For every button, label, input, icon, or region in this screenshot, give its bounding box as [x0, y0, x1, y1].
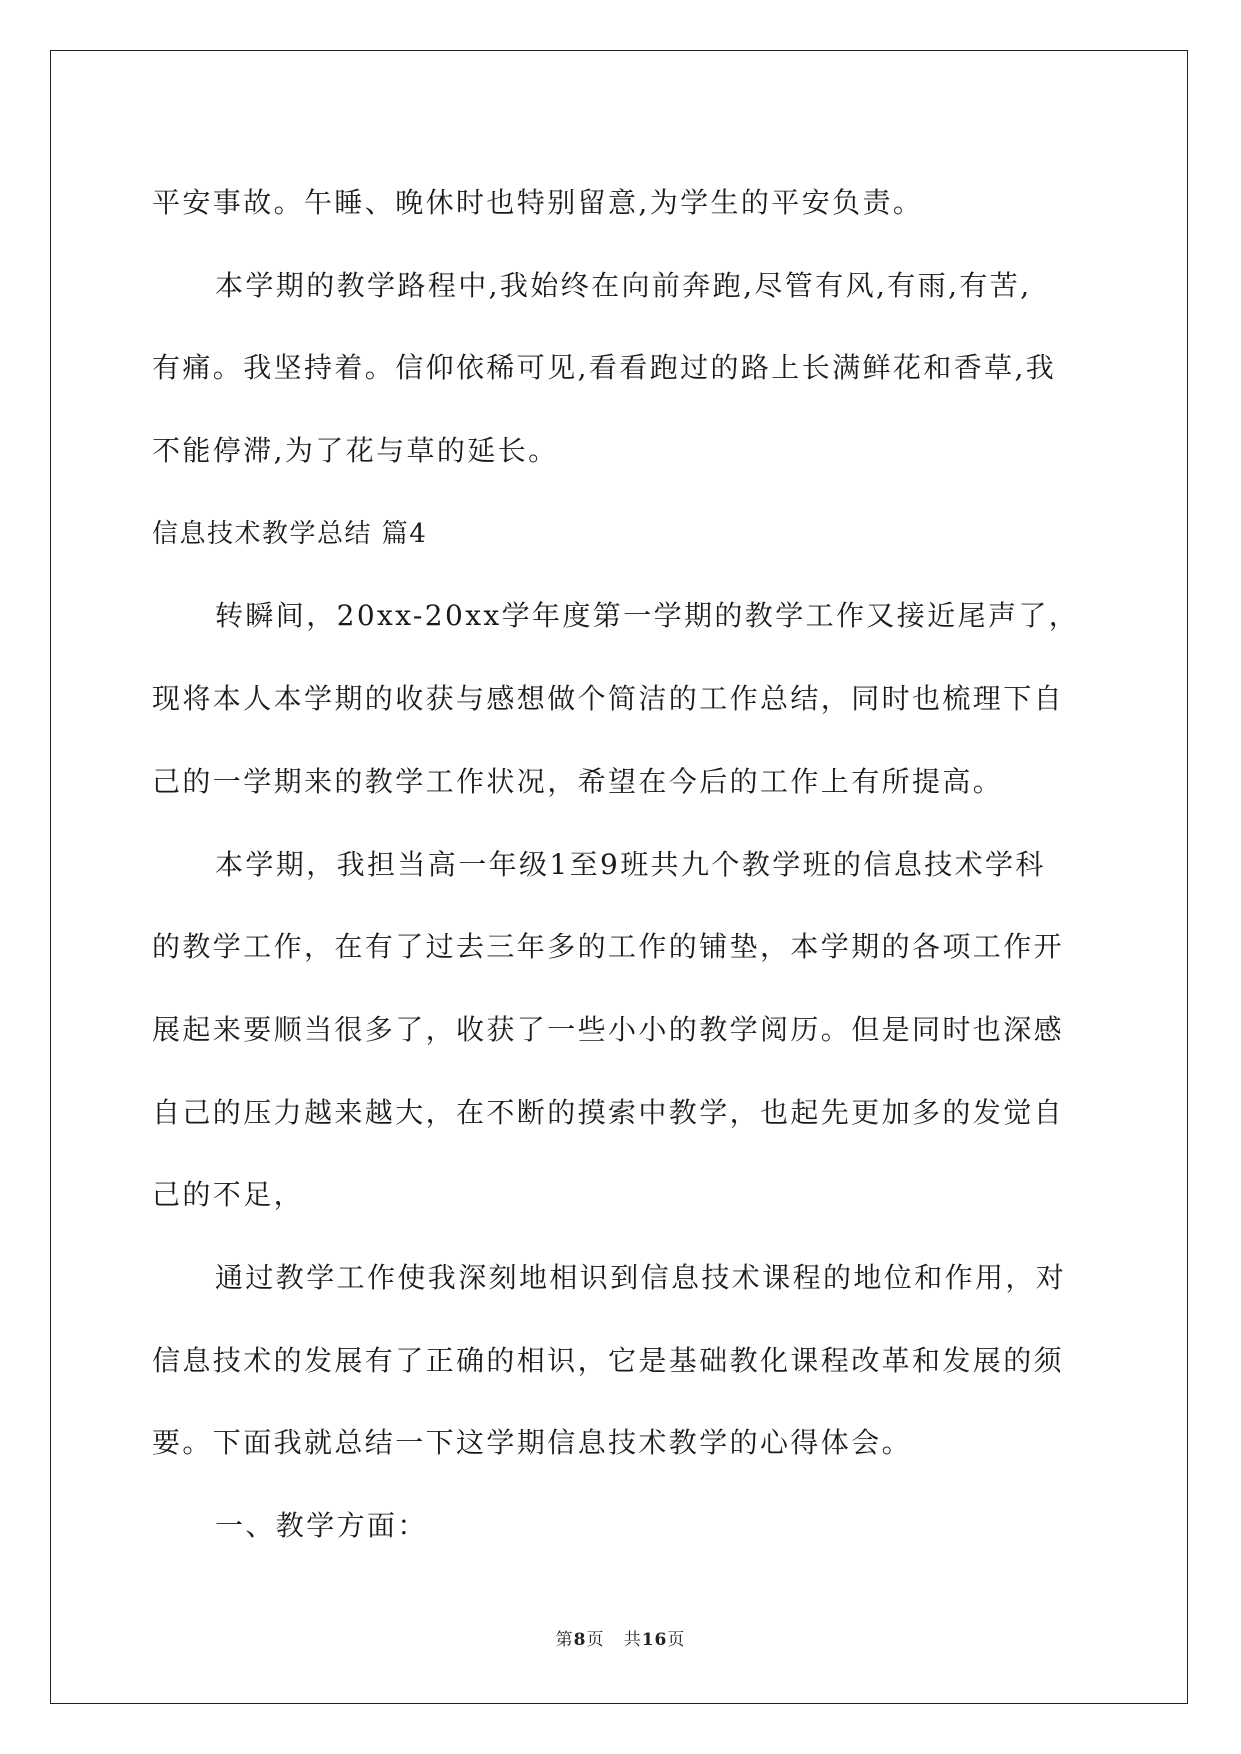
text-line: 己的一学期来的教学工作状况，希望在今后的工作上有所提高。	[152, 764, 1004, 798]
text-line: 本学期，我担当高一年级1至9班共九个教学班的信息技术学科	[215, 847, 1046, 881]
text-line: 信息技术的发展有了正确的相识，它是基础教化课程改革和发展的须	[152, 1343, 1065, 1377]
text-line: 的教学工作，在有了过去三年多的工作的铺垫，本学期的各项工作开	[152, 930, 1065, 964]
document-body	[152, 162, 1088, 1568]
text-line: 通过教学工作使我深刻地相识到信息技术课程的地位和作用，对	[215, 1260, 1067, 1294]
text-line: 己的不足，	[152, 1178, 305, 1212]
total-suffix: 页	[667, 1630, 686, 1650]
text-line: 不能停滞,为了花与草的延长。	[152, 434, 559, 468]
page-prefix: 第	[555, 1630, 574, 1650]
total-prefix: 共	[623, 1630, 642, 1650]
text-line: 要。下面我就总结一下这学期信息技术教学的心得体会。	[152, 1426, 913, 1460]
page-footer	[0, 1625, 1241, 1650]
text-line: 自己的压力越来越大，在不断的摸索中教学，也起先更加多的发觉自	[152, 1095, 1065, 1129]
total-pages: 16	[641, 1630, 668, 1650]
text-line: 本学期的教学路程中,我始终在向前奔跑,尽管有风,有雨,有苦,	[215, 268, 1032, 302]
section-heading: 信息技术教学总结 篇4	[152, 518, 428, 549]
page-suffix: 页	[586, 1630, 605, 1650]
text-line: 平安事故。午睡、晚休时也特别留意,为学生的平安负责。	[152, 186, 924, 219]
text-line: 有痛。我坚持着。信仰依稀可见,看看跑过的路上长满鲜花和香草,我	[152, 351, 1057, 385]
subsection-heading: 一、教学方面：	[215, 1509, 428, 1542]
page-number: 8	[573, 1630, 587, 1650]
text-line: 展起来要顺当很多了，收获了一些小小的教学阅历。但是同时也深感	[152, 1012, 1065, 1046]
text-line: 现将本人本学期的收获与感想做个简洁的工作总结，同时也梳理下自	[152, 682, 1065, 716]
text-line: 转瞬间，20xx-20xx学年度第一学期的教学工作又接近尾声了，	[215, 599, 1080, 633]
